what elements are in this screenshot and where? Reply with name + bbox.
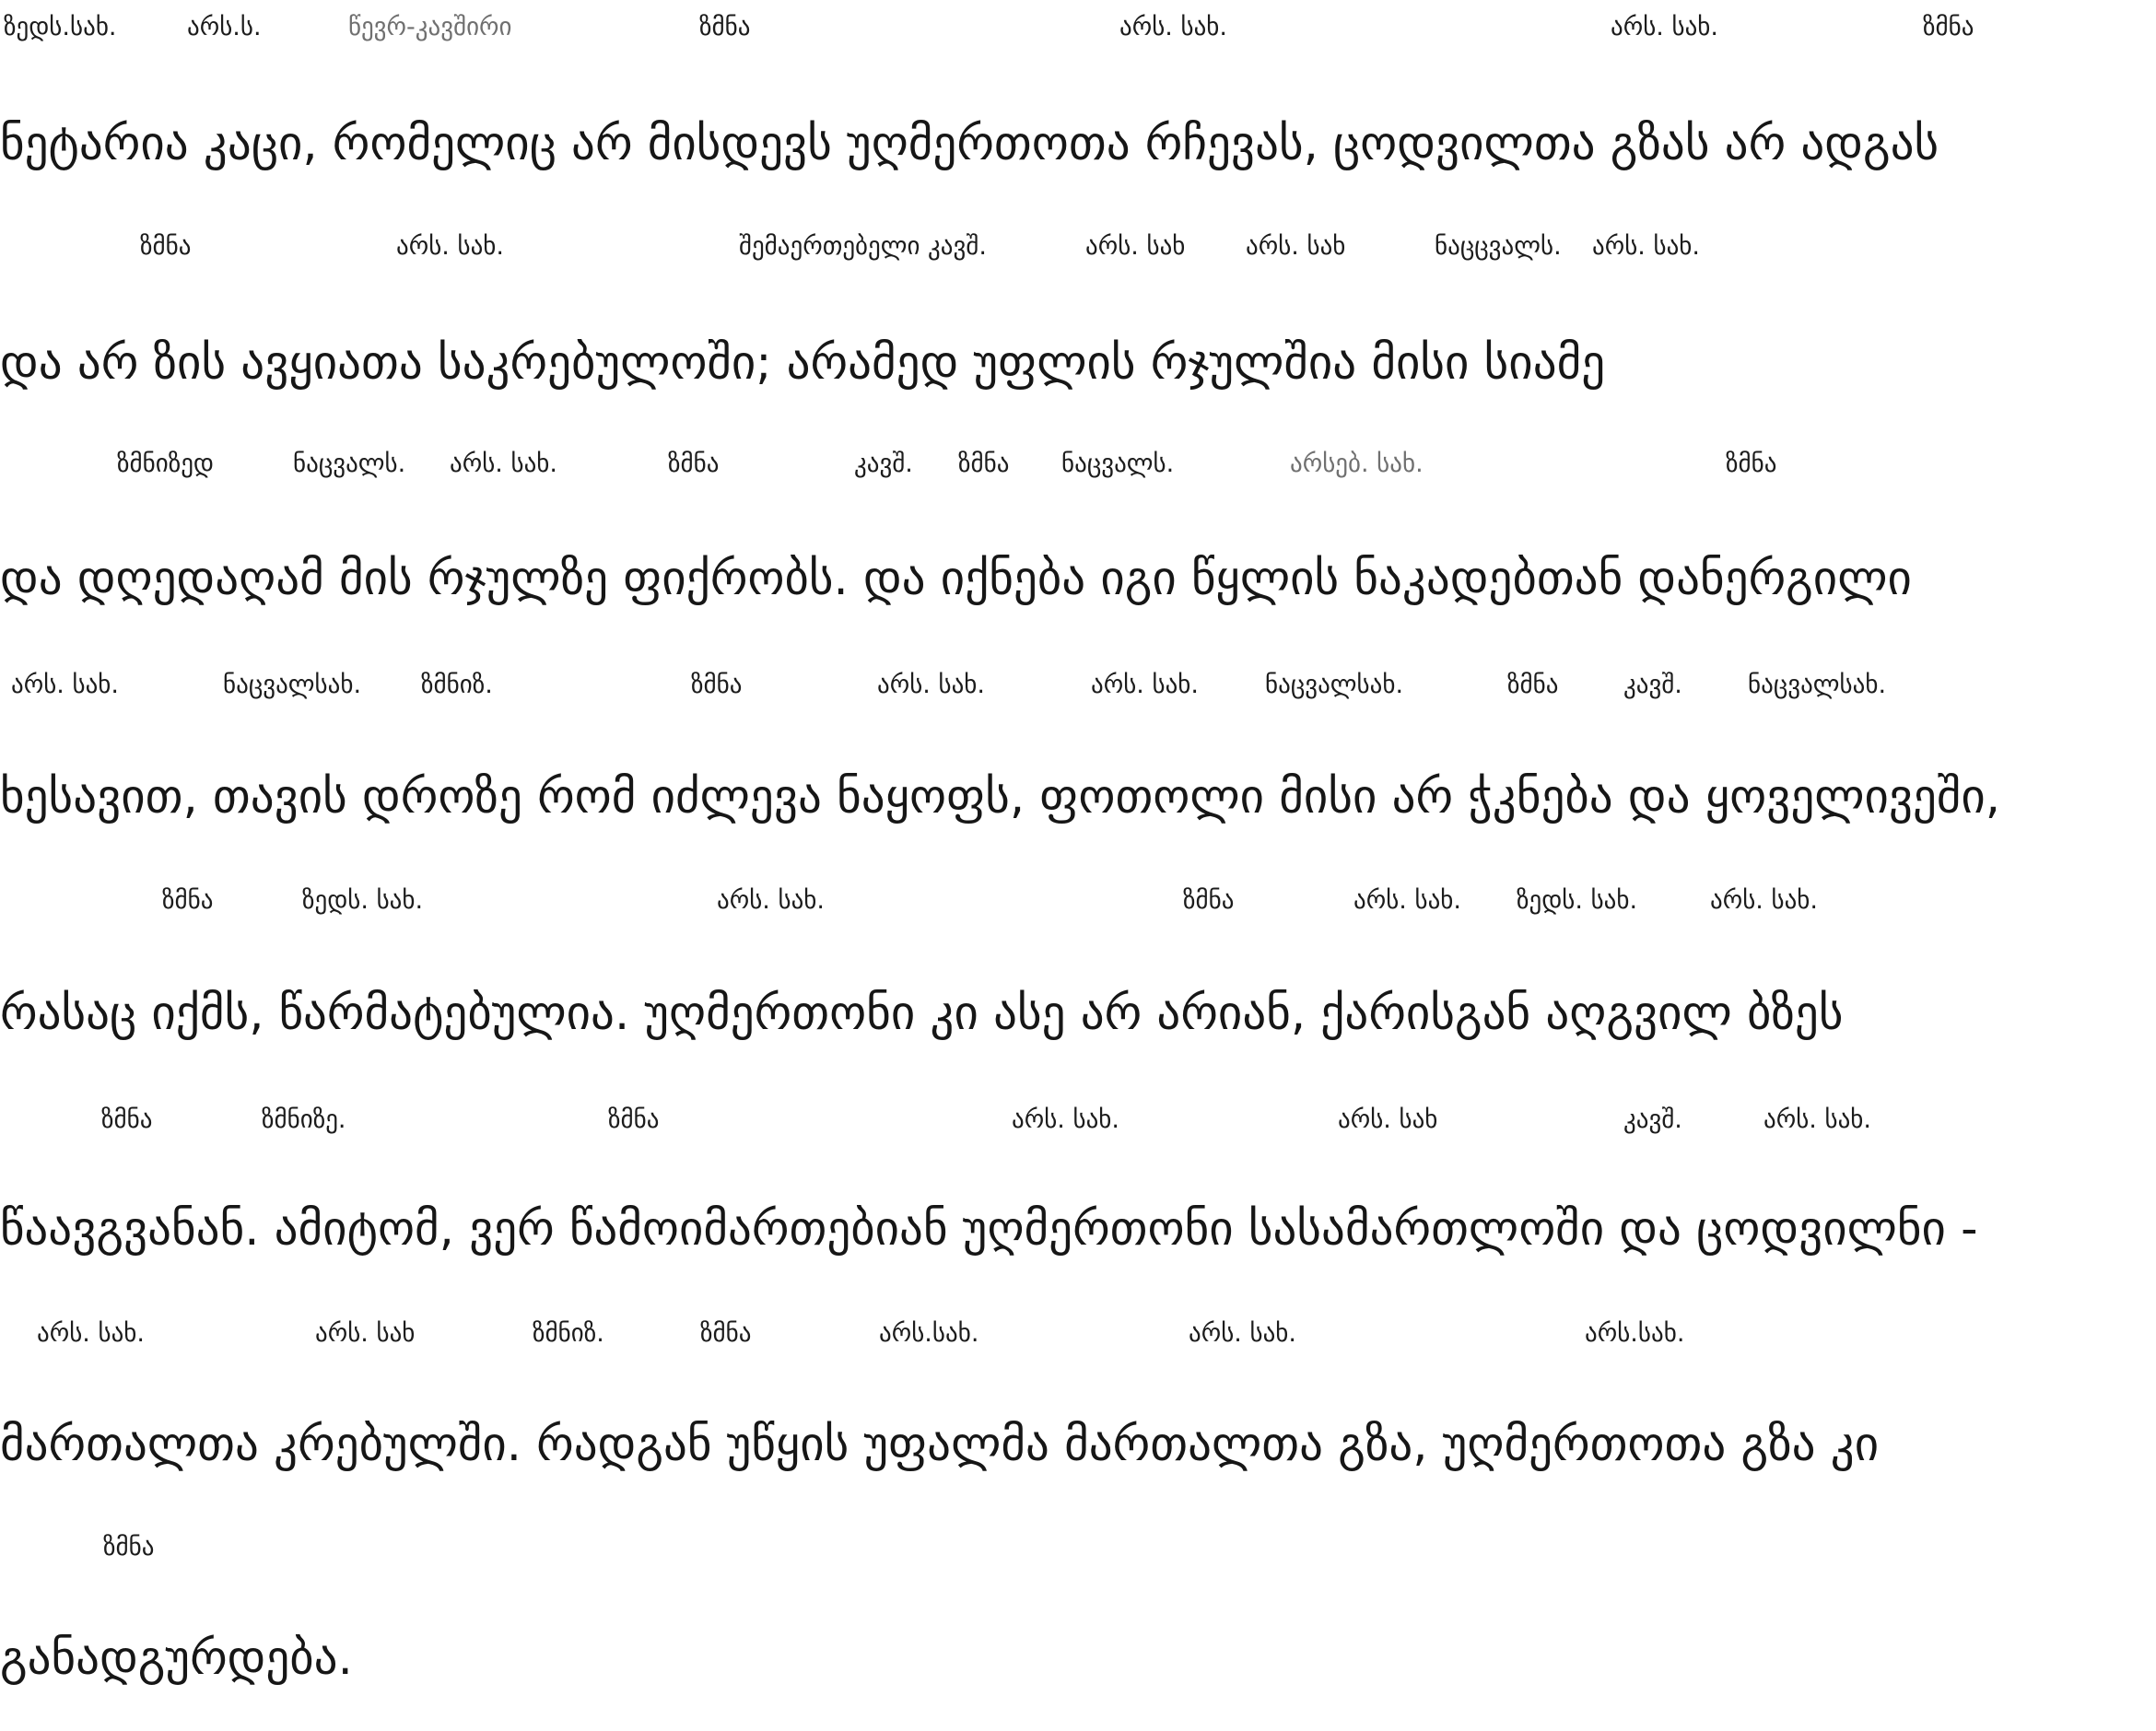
pos-tag: არს.სახ. [1585,1319,1685,1348]
pos-tag: არს. სახ. [450,450,557,478]
pos-tag: ზმნა [1726,450,1777,478]
pos-tag: ნაცვალსახ. [223,671,362,699]
pos-tag: ზმნა [668,450,720,478]
pos-tag-row [0,9,2156,50]
pos-tag: არს. სახ. [1763,1105,1871,1134]
pos-tag: არს. სახ [1338,1105,1438,1134]
pos-tag-row [0,1316,2156,1356]
pos-tag: ნაცვალსახ. [1748,671,1887,699]
pos-tag: არს. სახ. [877,671,985,699]
pos-tag: არს. სახ [1246,232,1346,261]
pos-tag: არს. სახ. [37,1319,145,1348]
pos-tag-row [0,1529,2156,1570]
pos-tag: არს. სახ. [1353,886,1461,915]
pos-tag-row [0,446,2156,486]
pos-tag: ზმნა [1923,13,1974,41]
pos-tag: არს. სახ. [1611,13,1718,41]
pos-tag: ზმნა [691,671,743,699]
pos-tag: კავშ. [1623,671,1682,699]
pos-tag: ნაცვალს. [1061,450,1175,478]
pos-tag: არსებ. სახ. [1290,450,1424,478]
pos-tag: არს. სახ. [1710,886,1818,915]
pos-tag: არს. სახ. [1091,671,1199,699]
pos-tag: ზმნა [101,1105,153,1134]
pos-tag: წევრ-კავშირი [348,13,512,41]
pos-tag: არს. სახ. [1189,1319,1296,1348]
pos-tag: არს. სახ. [1012,1105,1119,1134]
pos-tag: ზმნა [140,232,192,261]
pos-tag-row [0,667,2156,708]
pos-tag: ზმნა [103,1533,155,1561]
verse-text-line: და არ ზის ავყიათა საკრებულოში; არამედ უფლის რჯულშია მისი სიამე [0,336,1606,391]
verse-text-line: მართალთა კრებულში. რადგან უწყის უფალმა მართალთა გზა, უღმერთოთა გზა კი [0,1418,1880,1472]
verse-text-line: განადგურდება. [0,1632,353,1686]
pos-tag: ზედს. სახ. [1517,886,1638,915]
pos-tag-row [0,1102,2156,1142]
verse-text-line: და დღედაღამ მის რჯულზე ფიქრობს. და იქნება იგი წყლის ნაკადებთან დანერგილი [0,552,1912,606]
pos-tag: ზმნა [608,1105,660,1134]
pos-tag: ზმნიზე. [262,1105,346,1134]
pos-tag: არს. სახ. [717,886,825,915]
pos-tag: ზმნიზ. [421,671,493,699]
pos-tag: ზმნა [162,886,214,915]
pos-tag: ზმნიზედ [117,450,215,478]
pos-tag-row [0,883,2156,923]
verse-text-line: წაავგვანან. ამიტომ, ვერ წამოიმართებიან უღმერთონი სასამართლოში და ცოდვილნი - [0,1202,1978,1257]
pos-tag: არს. სახ. [11,671,119,699]
pos-tag: არს. სახ [315,1319,416,1348]
pos-tag: ზმნა [1507,671,1559,699]
pos-tag: კავშ. [854,450,913,478]
pos-tag: ნაცვალსახ. [1265,671,1404,699]
pos-tag: კავშ. [1623,1105,1682,1134]
verse-text-line: ხესავით, თავის დროზე რომ იძლევა ნაყოფს, ფოთოლი მისი არ ჭკნება და ყოველივეში, [0,770,2000,825]
pos-tag: ნაცვალს. [293,450,406,478]
pos-tag: არს. სახ [1085,232,1186,261]
pos-tag-row [0,228,2156,269]
pos-tag: ზედს.სახ. [4,13,117,41]
pos-tag: ნაცცვალს. [1435,232,1562,261]
pos-tag: ზედს. სახ. [302,886,424,915]
pos-tag: არს. სახ. [396,232,504,261]
pos-tag: არს.ს. [187,13,262,41]
pos-tag: არს. სახ. [1119,13,1227,41]
pos-tag: ზმნა [958,450,1010,478]
verse-text-line: ნეტარია კაცი, რომელიც არ მისდევს უღმერთოთა რჩევას, ცოდვილთა გზას არ ადგას [0,117,1939,171]
verse-text-line: რასაც იქმს, წარმატებულია. უღმერთონი კი ასე არ არიან, ქარისგან აღგვილ ბზეს [0,987,1844,1041]
pos-tag: ზმნიზ. [533,1319,604,1348]
pos-tag: ზმნა [700,1319,752,1348]
pos-tag: ზმნა [699,13,751,41]
pos-tag: არს.სახ. [879,1319,979,1348]
pos-tag: არს. სახ. [1592,232,1700,261]
pos-tag: შემაერთებელი კავშ. [739,232,987,261]
pos-tag: ზმნა [1183,886,1235,915]
